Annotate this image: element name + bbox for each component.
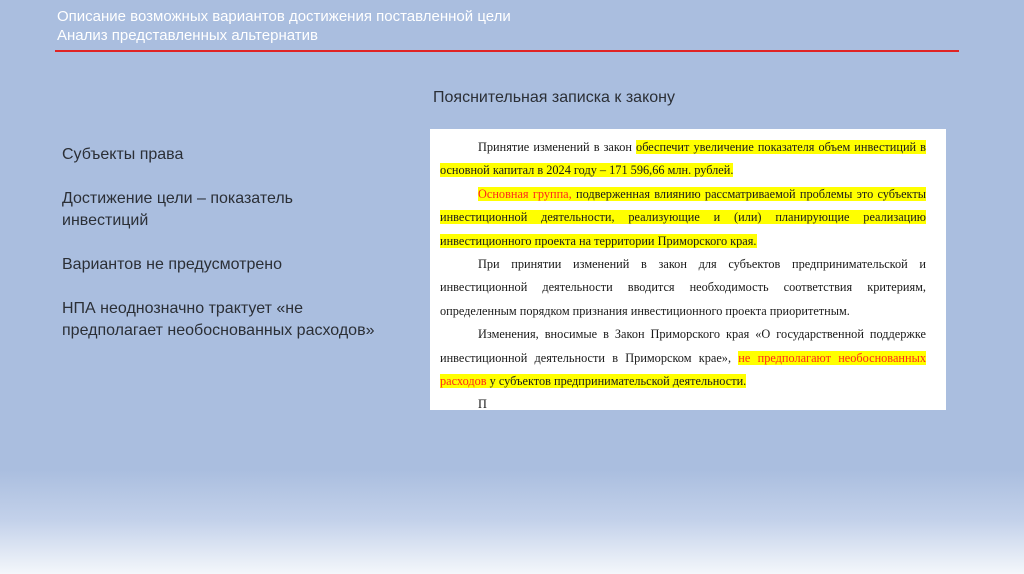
doc-p2-highlight: подверженная влиянию рассматриваемой проблемы это субъекты инвестиционной деятельности, реализующие и (или) планирующие реализацию инвестиционного проекта на территории Приморского края. — [440, 186, 927, 248]
left-item-variants: Вариантов не предусмотрено — [62, 256, 282, 273]
doc-p1-text: Принятие изменений в закон — [478, 140, 637, 154]
slide-header — [57, 7, 957, 45]
doc-paragraph-5: П — [478, 397, 487, 410]
doc-p4-red-highlight: не предполагают необоснованных расходов — [440, 350, 926, 389]
doc-p4-text: Изменения, вносимые в Закон Приморского края «О государственной поддержке инвестиционной деятельности в Приморском крае», — [440, 327, 926, 365]
doc-p4-highlight: у субъектов предпринимательской деятельности. — [486, 374, 747, 389]
left-item-goal: Достижение цели – показатель инвестиций — [62, 190, 294, 229]
doc-p2-red-highlight: Основная группа, — [478, 186, 572, 201]
document-title: Пояснительная записка к закону — [433, 89, 675, 106]
slide-title-line-1: Описание возможных вариантов достижения поставленной цели — [57, 8, 511, 25]
header-divider — [55, 50, 959, 52]
left-item-subjects: Субъекты права — [62, 146, 184, 163]
doc-paragraph-2 — [440, 183, 926, 253]
doc-paragraph-3: При принятии изменений в закон для субъектов предпринимательской и инвестиционной деятельности вводится необходимость соответствия критериям, определенным порядком признания инвестиционного проекта приоритетным. — [440, 257, 926, 318]
doc-paragraph-1 — [440, 136, 926, 183]
slide-title-line-2: Анализ представленных альтернатив — [57, 27, 318, 44]
doc-p1-highlight: обеспечит увеличение показателя объем инвестиций в основной капитал в 2024 году – 171 596,66 млн. рублей. — [440, 140, 926, 178]
left-text-block — [62, 144, 382, 364]
doc-paragraph-4 — [440, 323, 926, 393]
left-item-npa: НПА неоднозначно трактует «не предполагает необоснованных расходов» — [62, 300, 375, 339]
document-excerpt — [430, 129, 946, 410]
